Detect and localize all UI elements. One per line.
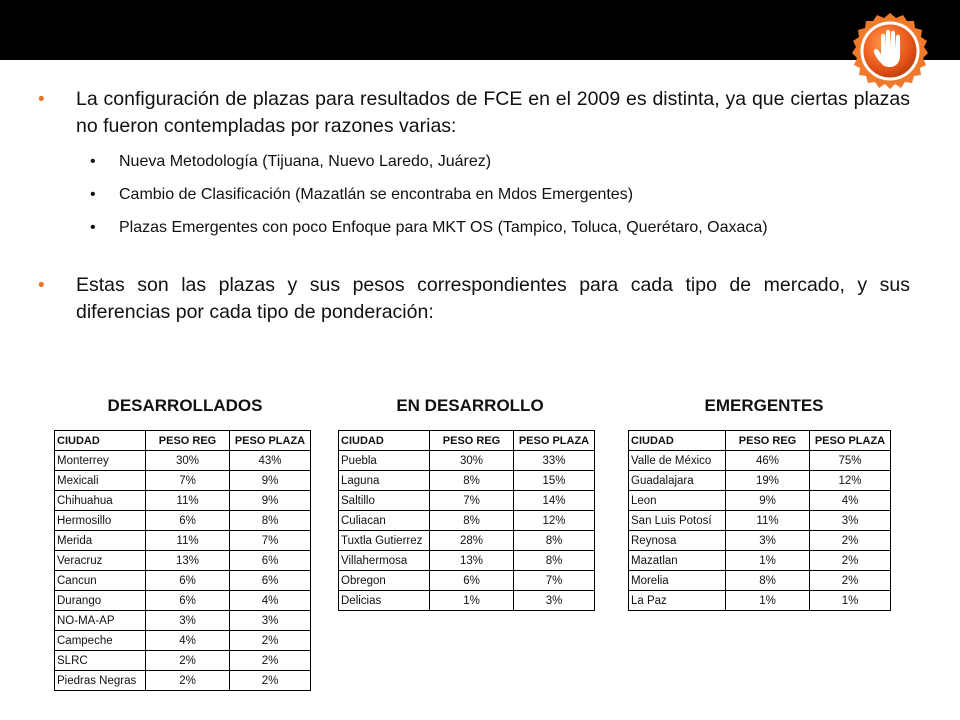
peso-plaza-cell: 12% bbox=[810, 471, 891, 491]
peso-plaza-cell: 1% bbox=[810, 591, 891, 611]
peso-reg-cell: 1% bbox=[430, 591, 514, 611]
city-cell: Puebla bbox=[339, 451, 430, 471]
peso-plaza-cell: 7% bbox=[230, 531, 311, 551]
table-row bbox=[55, 671, 311, 691]
column-header: PESO REG bbox=[726, 431, 810, 451]
peso-reg-cell: 6% bbox=[430, 571, 514, 591]
bullet-2 bbox=[38, 272, 910, 326]
sub-bullet-3 bbox=[38, 216, 910, 240]
table-row bbox=[629, 591, 891, 611]
table-row bbox=[629, 511, 891, 531]
peso-reg-cell: 30% bbox=[146, 451, 230, 471]
table-header-row bbox=[55, 431, 311, 451]
peso-reg-cell: 9% bbox=[726, 491, 810, 511]
table-row bbox=[55, 511, 311, 531]
city-cell: Villahermosa bbox=[339, 551, 430, 571]
peso-plaza-cell: 4% bbox=[230, 591, 311, 611]
table-en-desarrollo bbox=[338, 430, 595, 611]
peso-plaza-cell: 75% bbox=[810, 451, 891, 471]
city-cell: Guadalajara bbox=[629, 471, 726, 491]
table-row bbox=[629, 551, 891, 571]
sub-bullet-1 bbox=[38, 150, 910, 174]
peso-plaza-cell: 3% bbox=[810, 511, 891, 531]
column-header: CIUDAD bbox=[629, 431, 726, 451]
peso-plaza-cell: 9% bbox=[230, 471, 311, 491]
peso-plaza-cell: 6% bbox=[230, 551, 311, 571]
city-cell: Monterrey bbox=[55, 451, 146, 471]
table-title-desarrollados: DESARROLLADOS bbox=[107, 396, 263, 415]
bullet-list bbox=[38, 86, 910, 326]
column-header: CIUDAD bbox=[339, 431, 430, 451]
city-cell: Piedras Negras bbox=[55, 671, 146, 691]
peso-plaza-cell: 12% bbox=[514, 511, 595, 531]
peso-plaza-cell: 8% bbox=[514, 531, 595, 551]
peso-plaza-cell: 15% bbox=[514, 471, 595, 491]
sub-bullet-3-text: Plazas Emergentes con poco Enfoque para MKT OS (Tampico, Toluca, Querétaro, Oaxaca) bbox=[119, 219, 768, 236]
sub-bullet-dot-icon: • bbox=[90, 219, 96, 236]
bullet-2-text: Estas son las plazas y sus pesos correspondientes para cada tipo de mercado, y sus diferencias por cada tipo de ponderación: bbox=[76, 274, 910, 323]
peso-plaza-cell: 2% bbox=[230, 671, 311, 691]
peso-reg-cell: 1% bbox=[726, 551, 810, 571]
table-row bbox=[55, 531, 311, 551]
peso-plaza-cell: 2% bbox=[230, 631, 311, 651]
column-header: PESO REG bbox=[430, 431, 514, 451]
city-cell: Morelia bbox=[629, 571, 726, 591]
column-header: PESO PLAZA bbox=[514, 431, 595, 451]
city-cell: Campeche bbox=[55, 631, 146, 651]
table-row bbox=[629, 471, 891, 491]
peso-reg-cell: 1% bbox=[726, 591, 810, 611]
bullet-1-text: La configuración de plazas para resultados de FCE en el 2009 es distinta, ya que ciertas plazas no fueron contempladas por razones varias: bbox=[76, 88, 910, 137]
table-row bbox=[55, 491, 311, 511]
sub-bullet-2 bbox=[38, 183, 910, 207]
column-header: PESO REG bbox=[146, 431, 230, 451]
peso-reg-cell: 11% bbox=[146, 531, 230, 551]
table-title-emergentes: EMERGENTES bbox=[704, 396, 824, 415]
peso-plaza-cell: 2% bbox=[810, 551, 891, 571]
city-cell: NO-MA-AP bbox=[55, 611, 146, 631]
sub-bullet-dot-icon: • bbox=[90, 153, 96, 170]
city-cell: Reynosa bbox=[629, 531, 726, 551]
table-row bbox=[629, 571, 891, 591]
city-cell: Laguna bbox=[339, 471, 430, 491]
bullet-dot-icon: • bbox=[38, 89, 45, 110]
table-row bbox=[55, 451, 311, 471]
peso-plaza-cell: 2% bbox=[810, 571, 891, 591]
bullet-1 bbox=[38, 86, 910, 140]
peso-plaza-cell: 9% bbox=[230, 491, 311, 511]
peso-reg-cell: 7% bbox=[430, 491, 514, 511]
city-cell: San Luis Potosí bbox=[629, 511, 726, 531]
city-cell: Saltillo bbox=[339, 491, 430, 511]
peso-plaza-cell: 3% bbox=[514, 591, 595, 611]
table-header-row bbox=[339, 431, 595, 451]
peso-reg-cell: 8% bbox=[726, 571, 810, 591]
peso-plaza-cell: 7% bbox=[514, 571, 595, 591]
peso-reg-cell: 11% bbox=[146, 491, 230, 511]
table-title-en-desarrollo: EN DESARROLLO bbox=[396, 396, 544, 415]
peso-reg-cell: 13% bbox=[430, 551, 514, 571]
table-row bbox=[629, 491, 891, 511]
city-cell: Delicias bbox=[339, 591, 430, 611]
peso-reg-cell: 19% bbox=[726, 471, 810, 491]
city-cell: Durango bbox=[55, 591, 146, 611]
table-row bbox=[55, 551, 311, 571]
column-header: PESO PLAZA bbox=[230, 431, 311, 451]
top-bar bbox=[0, 0, 960, 60]
peso-reg-cell: 11% bbox=[726, 511, 810, 531]
peso-reg-cell: 6% bbox=[146, 591, 230, 611]
table-row bbox=[55, 591, 311, 611]
city-cell: Chihuahua bbox=[55, 491, 146, 511]
peso-plaza-cell: 33% bbox=[514, 451, 595, 471]
table-row bbox=[629, 531, 891, 551]
peso-reg-cell: 7% bbox=[146, 471, 230, 491]
table-row bbox=[339, 591, 595, 611]
city-cell: SLRC bbox=[55, 651, 146, 671]
table-emergentes bbox=[628, 430, 891, 611]
table-row bbox=[339, 531, 595, 551]
city-cell: Culiacan bbox=[339, 511, 430, 531]
peso-plaza-cell: 43% bbox=[230, 451, 311, 471]
peso-reg-cell: 2% bbox=[146, 671, 230, 691]
table-desarrollados bbox=[54, 430, 311, 691]
table-row bbox=[55, 651, 311, 671]
sub-bullet-2-text: Cambio de Clasificación (Mazatlán se encontraba en Mdos Emergentes) bbox=[119, 186, 634, 203]
city-cell: Veracruz bbox=[55, 551, 146, 571]
table-row bbox=[55, 631, 311, 651]
peso-plaza-cell: 14% bbox=[514, 491, 595, 511]
city-cell: Obregon bbox=[339, 571, 430, 591]
peso-plaza-cell: 8% bbox=[230, 511, 311, 531]
peso-reg-cell: 3% bbox=[726, 531, 810, 551]
sub-bullet-dot-icon: • bbox=[90, 186, 96, 203]
peso-plaza-cell: 8% bbox=[514, 551, 595, 571]
city-cell: Merida bbox=[55, 531, 146, 551]
city-cell: Leon bbox=[629, 491, 726, 511]
city-cell: Tuxtla Gutierrez bbox=[339, 531, 430, 551]
sub-bullet-1-text: Nueva Metodología (Tijuana, Nuevo Laredo, Juárez) bbox=[119, 153, 492, 170]
table-row bbox=[339, 511, 595, 531]
table-row bbox=[55, 571, 311, 591]
city-cell: Mexicali bbox=[55, 471, 146, 491]
peso-reg-cell: 3% bbox=[146, 611, 230, 631]
city-cell: Valle de México bbox=[629, 451, 726, 471]
peso-plaza-cell: 3% bbox=[230, 611, 311, 631]
table-row bbox=[629, 451, 891, 471]
bullet-dot-icon: • bbox=[38, 275, 45, 296]
table-row bbox=[339, 471, 595, 491]
peso-reg-cell: 6% bbox=[146, 571, 230, 591]
peso-reg-cell: 6% bbox=[146, 511, 230, 531]
table-row bbox=[55, 611, 311, 631]
peso-plaza-cell: 6% bbox=[230, 571, 311, 591]
peso-reg-cell: 2% bbox=[146, 651, 230, 671]
peso-reg-cell: 28% bbox=[430, 531, 514, 551]
table-row bbox=[55, 471, 311, 491]
peso-reg-cell: 4% bbox=[146, 631, 230, 651]
city-cell: La Paz bbox=[629, 591, 726, 611]
peso-reg-cell: 13% bbox=[146, 551, 230, 571]
table-row bbox=[339, 571, 595, 591]
city-cell: Cancun bbox=[55, 571, 146, 591]
table-row bbox=[339, 551, 595, 571]
peso-plaza-cell: 2% bbox=[810, 531, 891, 551]
peso-reg-cell: 8% bbox=[430, 471, 514, 491]
peso-reg-cell: 30% bbox=[430, 451, 514, 471]
hand-stop-icon bbox=[851, 12, 929, 90]
column-header: PESO PLAZA bbox=[810, 431, 891, 451]
city-cell: Hermosillo bbox=[55, 511, 146, 531]
table-row bbox=[339, 491, 595, 511]
peso-plaza-cell: 2% bbox=[230, 651, 311, 671]
table-row bbox=[339, 451, 595, 471]
table-header-row bbox=[629, 431, 891, 451]
peso-plaza-cell: 4% bbox=[810, 491, 891, 511]
column-header: CIUDAD bbox=[55, 431, 146, 451]
city-cell: Mazatlan bbox=[629, 551, 726, 571]
peso-reg-cell: 46% bbox=[726, 451, 810, 471]
peso-reg-cell: 8% bbox=[430, 511, 514, 531]
